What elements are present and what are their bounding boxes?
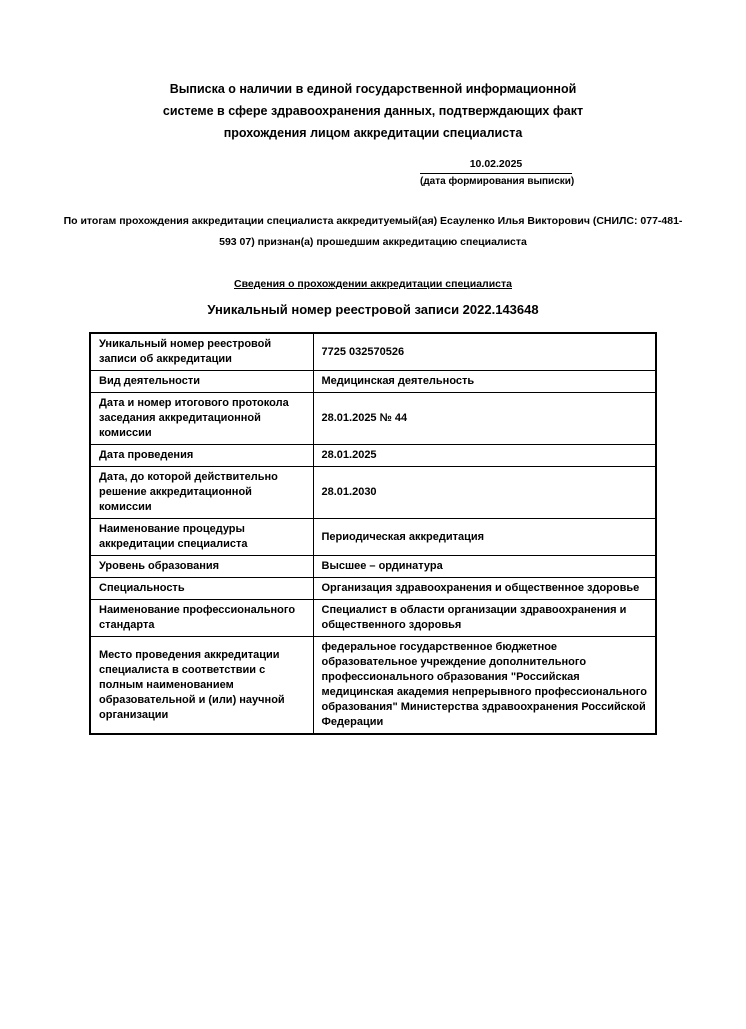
table-row-value: 7725 032570526: [313, 333, 656, 371]
table-row-label: Наименование процедуры аккредитации специалиста: [90, 519, 313, 556]
intro-line: По итогам прохождения аккредитации специалиста аккредитуемый(ая) Есауленко Илья Викторович (СНИЛС: 077-481-: [63, 215, 683, 227]
table-row: [90, 393, 656, 445]
table-row-value: федеральное государственное бюджетное образовательное учреждение дополнительного профессионального образования "Российская медицинская академия непрерывного профессионального образования" Министерства здравоохранения Российской Федерации: [313, 637, 656, 735]
table-row-value: 28.01.2030: [313, 467, 656, 519]
table-row-value: 28.01.2025 № 44: [313, 393, 656, 445]
table-row: [90, 578, 656, 600]
table-row-value: 28.01.2025: [313, 445, 656, 467]
table-row-label: Дата проведения: [90, 445, 313, 467]
table-row: [90, 445, 656, 467]
table-row: [90, 600, 656, 637]
table-row-value: Организация здравоохранения и общественное здоровье: [313, 578, 656, 600]
table-row-label: Место проведения аккредитации специалиста в соответствии с полным наименованием образовательной и (или) научной организации: [90, 637, 313, 735]
table-row: [90, 371, 656, 393]
table-row: [90, 637, 656, 735]
table-row-label: Дата, до которой действительно решение аккредитационной комиссии: [90, 467, 313, 519]
document-title-line: системе в сфере здравоохранения данных, подтверждающих факт: [162, 104, 584, 118]
accreditation-table-body: [90, 333, 656, 734]
section-heading: Сведения о прохождении аккредитации специалиста: [234, 278, 512, 290]
extract-date: 10.02.2025: [420, 156, 572, 174]
intro-line: 593 07) признан(а) прошедшим аккредитацию специалиста: [219, 236, 527, 248]
table-row-label: Специальность: [90, 578, 313, 600]
table-row: [90, 333, 656, 371]
registry-number-heading: Уникальный номер реестровой записи 2022.143648: [207, 302, 539, 317]
table-row-label: Вид деятельности: [90, 371, 313, 393]
table-row-value: Периодическая аккредитация: [313, 519, 656, 556]
table-row-value: Медицинская деятельность: [313, 371, 656, 393]
table-row-label: Уровень образования: [90, 556, 313, 578]
intro-paragraph: [32, 211, 714, 253]
document-title: [32, 78, 714, 144]
extract-date-caption: (дата формирования выписки): [420, 176, 575, 187]
table-row: [90, 556, 656, 578]
table-row: [90, 467, 656, 519]
extract-date-block: [420, 156, 575, 189]
table-row: [90, 519, 656, 556]
document-title-line: прохождения лицом аккредитации специалиста: [223, 126, 523, 140]
table-row-label: Дата и номер итогового протокола заседания аккредитационной комиссии: [90, 393, 313, 445]
table-row-value: Специалист в области организации здравоохранения и общественного здоровья: [313, 600, 656, 637]
document-title-line: Выписка о наличии в единой государственной информационной: [169, 82, 577, 96]
table-row-label: Наименование профессионального стандарта: [90, 600, 313, 637]
table-row-value: Высшее – ординатура: [313, 556, 656, 578]
accreditation-table: [89, 332, 657, 735]
table-row-label: Уникальный номер реестровой записи об аккредитации: [90, 333, 313, 371]
